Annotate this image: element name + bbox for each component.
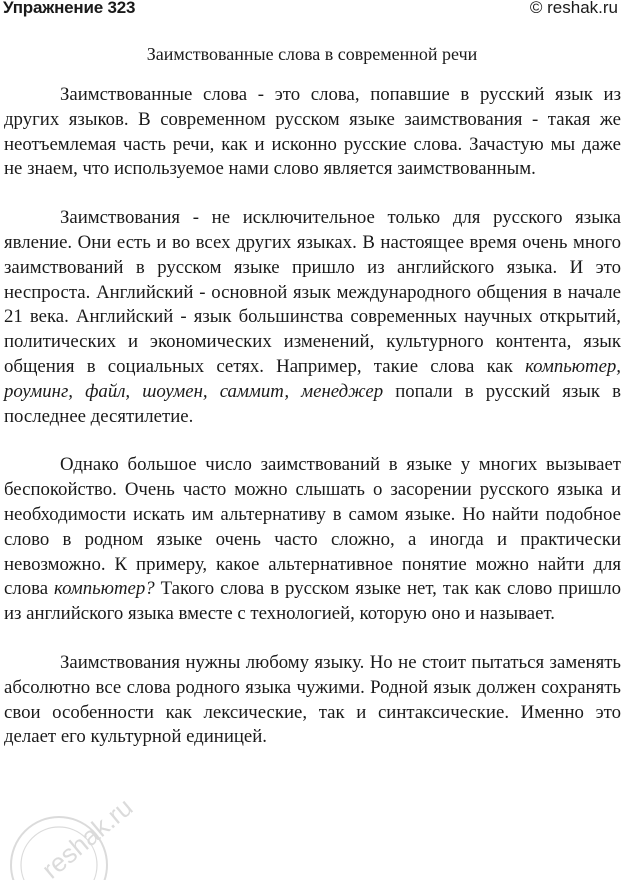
- site-credit: © reshak.ru: [529, 0, 618, 17]
- document-title: Заимствованные слова в современной речи: [146, 44, 478, 64]
- paragraph-4: [4, 651, 621, 750]
- watermark-seal-icon: [4, 770, 174, 880]
- page-header: [0, 0, 624, 24]
- paragraph-3: [4, 453, 621, 627]
- document-body: [4, 83, 621, 774]
- paragraph-text: Заимствования нужны любому языку. Но не стоит пытаться заменять абсолютно все слова родного языка чужими. Родной язык должен сохранять свои особенности как лексические, так и синтаксические. Именно это делает его культурной единицей.: [4, 651, 621, 748]
- paragraph-text: Однако большое число заимствований в языке у многих вызывает беспокойство. Очень часто можно слышать о засорении русского языка и необходимости искать им альтернативу в самом языке. Но найти подобное слово в родном языке очень часто сложно, а иногда и практически невозможно. К примеру, какое альтернативное понятие можно найти для слова: [4, 454, 621, 600]
- paragraph-text: Заимствованные слова - это слова, попавшие в русский язык из других языков. В современном русском языке заимствования - такая же неотъемлемая часть речи, как и исконно русские слова. Зачастую мы даже не знаем, что используемое нами слово является заимствованным.: [4, 84, 621, 180]
- exercise-title: Упражнение 323: [3, 0, 136, 17]
- paragraph-1: [4, 83, 621, 182]
- italic-example-words: компьютер?: [54, 578, 155, 600]
- paragraph-2: [4, 206, 621, 429]
- watermark-text: reshak.ru: [35, 791, 139, 880]
- watermark-logo: [4, 770, 174, 880]
- paragraph-text: Такого слова в русском языке нет, так как слово пришло из английского языка вместе с технологией, которую оно и называет.: [4, 578, 621, 625]
- italic-example-words: компьютер, роуминг, файл, шоумен, саммит, менеджер: [4, 355, 621, 402]
- paragraph-text: Заимствования - не исключительное только для русского языка явление. Они есть и во всех других языках. В настоящее время очень много заимствований в русском языке пришло из английского языка. И это неспроста. Английский - основной язык международного общения в начале 21 века. Английский - язык большинства современных научных открытий, политических и экономических изменений, культурного контента, язык общения в социальных сетях. Например, такие слова как: [4, 207, 621, 377]
- paragraph-text: попали в русский язык в последнее десятилетие.: [4, 380, 621, 427]
